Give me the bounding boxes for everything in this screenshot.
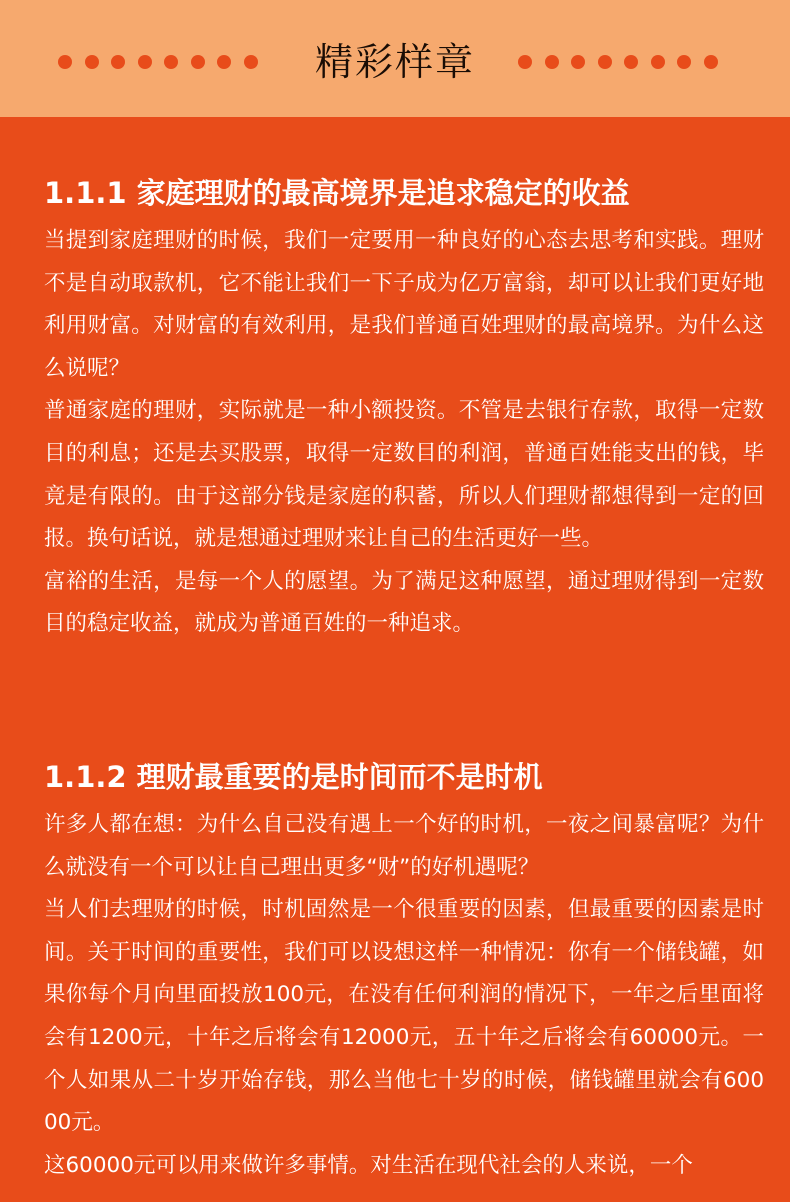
dot-icon xyxy=(704,55,718,69)
page-title: 精彩样章 xyxy=(314,40,475,84)
dot-icon xyxy=(571,55,585,69)
dot-icon xyxy=(518,55,532,69)
paragraph: 当人们去理财的时候，时机固然是一个很重要的因素，但最重要的因素是时间。关于时间的重要性，我们可以设想这样一种情况：你有一个储钱罐，如果你每个月向里面投放100元，在没有任何利润的情况下，一年之后里面将会有1200元，十年之后将会有12000元，五十年之后将会有60000元。一个人如果从二十岁开始存钱，那么当他七十岁的时候，储钱罐里就会有60000元。 xyxy=(44,897,764,1136)
dot-icon xyxy=(624,55,638,69)
paragraph: 当提到家庭理财的时候，我们一定要用一种良好的心态去思考和实践。理财不是自动取款机，它不能让我们一下子成为亿万富翁，却可以让我们更好地利用财富。对财富的有效利用，是我们普通百姓理财的最高境界。为什么这么说呢？ xyxy=(44,228,764,381)
decorative-dots-right xyxy=(518,55,730,69)
paragraph: 普通家庭的理财，实际就是一种小额投资。不管是去银行存款，取得一定数目的利息；还是去买股票，取得一定数目的利润，普通百姓能支出的钱，毕竟是有限的。由于这部分钱是家庭的积蓄，所以人们理财都想得到一定的回报。换句话说，就是想通过理财来让自己的生活更好一些。 xyxy=(44,398,764,552)
section-1-1-2 xyxy=(44,756,764,1187)
section-title: 1.1.2 理财最重要的是时间而不是时机 xyxy=(44,760,543,794)
dot-icon xyxy=(545,55,559,69)
section-1-1-1 xyxy=(44,172,764,646)
dot-icon xyxy=(598,55,612,69)
paragraph: 富裕的生活，是每一个人的愿望。为了满足这种愿望，通过理财得到一定数目的稳定收益，就成为普通百姓的一种追求。 xyxy=(44,568,764,637)
paragraph: 这60000元可以用来做许多事情。对生活在现代社会的人来说，一个 xyxy=(44,1152,693,1178)
header-banner xyxy=(0,0,790,117)
article-body xyxy=(0,117,790,1202)
dot-icon xyxy=(677,55,691,69)
dot-icon xyxy=(651,55,665,69)
section-title: 1.1.1 家庭理财的最高境界是追求稳定的收益 xyxy=(44,176,630,210)
paragraph: 许多人都在想：为什么自己没有遇上一个好的时机，一夜之间暴富呢？为什么就没有一个可以让自己理出更多“财”的好机遇呢？ xyxy=(44,812,764,880)
